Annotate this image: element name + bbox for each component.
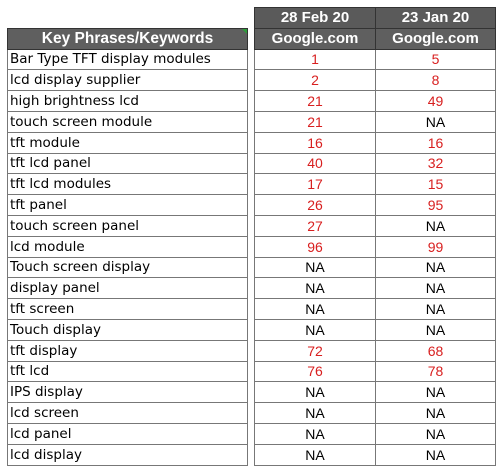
gap-cell (248, 257, 255, 278)
rank-cell-feb[interactable]: 17 (255, 174, 376, 195)
keyword-cell[interactable]: tft screen (8, 299, 248, 320)
keyword-cell[interactable]: lcd panel (8, 423, 248, 444)
gap-cell (248, 236, 255, 257)
gap-cell (248, 361, 255, 382)
rank-cell-jan[interactable]: NA (376, 444, 496, 465)
gap-cell (248, 278, 255, 299)
rank-cell-feb[interactable]: 96 (255, 236, 376, 257)
gap-cell (248, 444, 255, 465)
rank-cell-jan[interactable]: NA (376, 423, 496, 444)
rank-cell-jan[interactable]: 8 (376, 70, 496, 91)
gap-cell (248, 299, 255, 320)
keywords-title: Key Phrases/Keywords (41, 29, 214, 47)
rank-cell-jan[interactable]: 95 (376, 195, 496, 216)
keyword-cell[interactable]: touch screen panel (8, 215, 248, 236)
keywords-column-header[interactable] (8, 28, 248, 49)
gap-cell (248, 70, 255, 91)
rank-cell-jan[interactable]: 99 (376, 236, 496, 257)
rank-cell-feb[interactable]: 76 (255, 361, 376, 382)
table-row (8, 49, 496, 70)
rank-cell-jan[interactable]: NA (376, 382, 496, 403)
keyword-cell[interactable]: lcd module (8, 236, 248, 257)
rank-cell-feb[interactable]: 1 (255, 49, 376, 70)
keyword-cell[interactable]: tft lcd panel (8, 153, 248, 174)
rank-cell-feb[interactable]: 26 (255, 195, 376, 216)
table-row (8, 111, 496, 132)
keyword-cell[interactable]: lcd screen (8, 403, 248, 424)
keyword-cell[interactable]: high brightness lcd (8, 91, 248, 112)
gap-cell (248, 319, 255, 340)
table-row (8, 195, 496, 216)
gap-cell (248, 111, 255, 132)
keyword-cell[interactable]: Touch screen display (8, 257, 248, 278)
table-row (8, 132, 496, 153)
rank-cell-feb[interactable]: 21 (255, 91, 376, 112)
keyword-cell[interactable]: tft lcd (8, 361, 248, 382)
rank-cell-feb[interactable]: NA (255, 444, 376, 465)
keyword-cell[interactable]: lcd display (8, 444, 248, 465)
keyword-cell[interactable]: IPS display (8, 382, 248, 403)
table-row (8, 257, 496, 278)
table-row (8, 278, 496, 299)
gap-cell (248, 91, 255, 112)
rank-cell-feb[interactable]: 16 (255, 132, 376, 153)
table-row (8, 70, 496, 91)
gap-cell (248, 132, 255, 153)
keyword-ranking-sheet (7, 7, 495, 466)
table-row (8, 174, 496, 195)
gap-cell (248, 423, 255, 444)
table-row (8, 91, 496, 112)
keyword-cell[interactable]: lcd display supplier (8, 70, 248, 91)
rank-cell-feb[interactable]: 40 (255, 153, 376, 174)
keyword-cell[interactable]: display panel (8, 278, 248, 299)
keyword-cell[interactable]: touch screen module (8, 111, 248, 132)
table-row (8, 423, 496, 444)
rank-cell-jan[interactable]: NA (376, 215, 496, 236)
date-header-feb[interactable]: 28 Feb 20 (255, 8, 376, 29)
source-header-feb[interactable]: Google.com (255, 28, 376, 49)
rank-cell-feb[interactable]: 72 (255, 340, 376, 361)
keyword-cell[interactable]: Bar Type TFT display modules (8, 49, 248, 70)
keyword-cell[interactable]: tft panel (8, 195, 248, 216)
table-row (8, 319, 496, 340)
gap-cell (248, 8, 255, 29)
table-row (8, 403, 496, 424)
gap-cell (248, 49, 255, 70)
keyword-ranking-table (7, 7, 496, 466)
rank-cell-feb[interactable]: NA (255, 423, 376, 444)
gap-cell (248, 28, 255, 49)
table-body (8, 49, 496, 465)
rank-cell-jan[interactable]: 15 (376, 174, 496, 195)
comment-indicator-icon (242, 29, 247, 34)
table-row (8, 299, 496, 320)
rank-cell-jan[interactable]: NA (376, 278, 496, 299)
table-row (8, 236, 496, 257)
rank-cell-jan[interactable]: 32 (376, 153, 496, 174)
gap-cell (248, 153, 255, 174)
gap-cell (248, 215, 255, 236)
rank-cell-feb[interactable]: 27 (255, 215, 376, 236)
keyword-cell[interactable]: tft module (8, 132, 248, 153)
keyword-cell[interactable]: Touch display (8, 319, 248, 340)
gap-cell (248, 403, 255, 424)
table-row (8, 153, 496, 174)
keyword-cell[interactable]: tft display (8, 340, 248, 361)
table-row (8, 382, 496, 403)
rank-cell-feb[interactable]: NA (255, 278, 376, 299)
empty-header-cell (8, 8, 248, 29)
rank-cell-jan[interactable]: NA (376, 319, 496, 340)
rank-cell-feb[interactable]: 21 (255, 111, 376, 132)
date-header-jan[interactable]: 23 Jan 20 (376, 8, 496, 29)
gap-cell (248, 195, 255, 216)
keyword-cell[interactable]: tft lcd modules (8, 174, 248, 195)
rank-cell-jan[interactable]: 16 (376, 132, 496, 153)
rank-cell-feb[interactable]: 2 (255, 70, 376, 91)
table-row (8, 215, 496, 236)
rank-cell-feb[interactable]: NA (255, 257, 376, 278)
date-header-row (8, 8, 496, 29)
rank-cell-jan[interactable]: NA (376, 257, 496, 278)
rank-cell-jan[interactable]: NA (376, 299, 496, 320)
rank-cell-feb[interactable]: NA (255, 319, 376, 340)
rank-cell-jan[interactable]: NA (376, 403, 496, 424)
rank-cell-feb[interactable]: NA (255, 299, 376, 320)
table-row (8, 361, 496, 382)
rank-cell-feb[interactable]: NA (255, 382, 376, 403)
rank-cell-feb[interactable]: NA (255, 403, 376, 424)
gap-cell (248, 382, 255, 403)
rank-cell-jan[interactable]: 78 (376, 361, 496, 382)
rank-cell-jan[interactable]: 5 (376, 49, 496, 70)
source-header-jan[interactable]: Google.com (376, 28, 496, 49)
rank-cell-jan[interactable]: 68 (376, 340, 496, 361)
table-row (8, 340, 496, 361)
title-header-row (8, 28, 496, 49)
gap-cell (248, 174, 255, 195)
rank-cell-jan[interactable]: NA (376, 111, 496, 132)
rank-cell-jan[interactable]: 49 (376, 91, 496, 112)
table-row (8, 444, 496, 465)
gap-cell (248, 340, 255, 361)
